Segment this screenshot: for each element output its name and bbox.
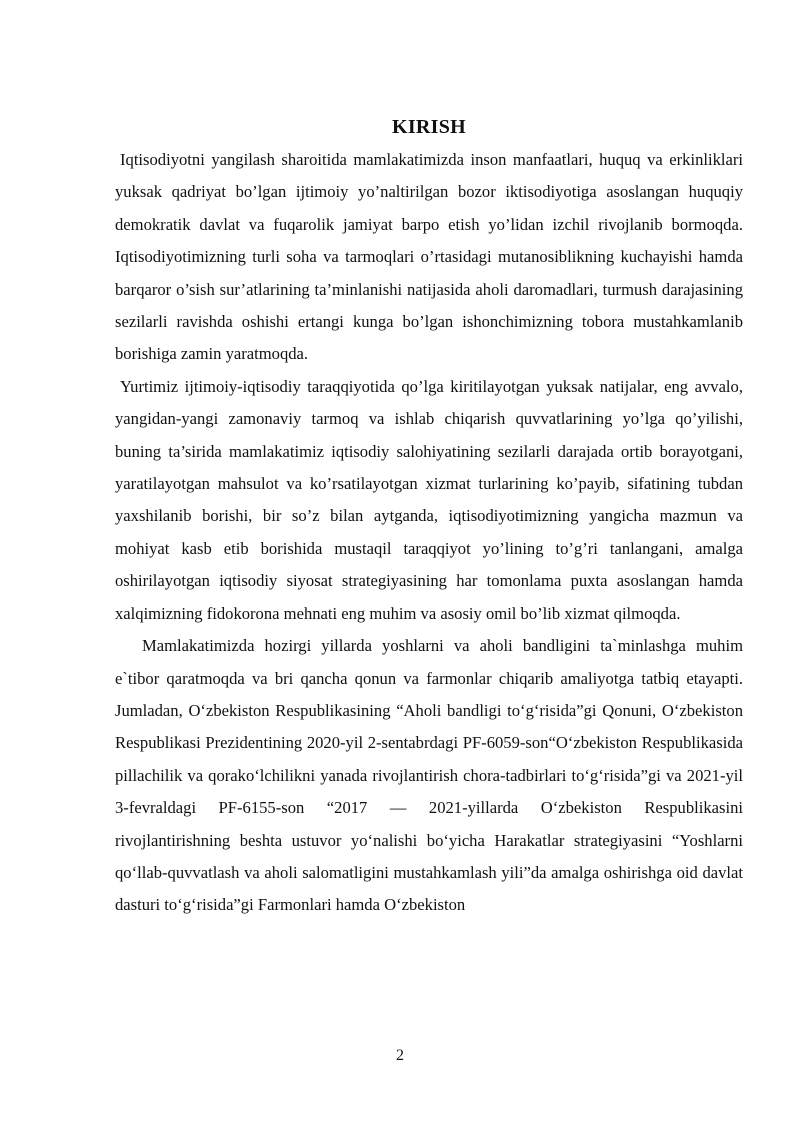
- page-number: 2: [396, 1047, 404, 1064]
- document-page: [115, 112, 743, 922]
- paragraph-2: Yurtimiz ijtimoiy-iqtisodiy taraqqiyotida qo’lga kiritilayotgan yuksak natijalar, eng avvalo, yangidan-yangi zamonaviy tarmoq va ishlab chiqarish quvvatlarining yo’lga qo’yilishi, buning ta’sirida mamlakatimiz iqtisodiy salohiyatining sezilarli darajada ortib borayotgani, yaratilayotgan mahsulot va ko’rsatilayotgan xizmat turlarining ko’payib, sifatining tubdan yaxshilanib borishi, bir so’z bilan aytganda, iqtisodiyotimizning yangicha mazmun va mohiyat kasb etib borishida mustaqil taraqqiyot yo’lining to’g’ri tanlangani, amalga oshirilayotgan iqtisodiy siyosat strategiyasining har tomonlama puxta asoslangan hamda xalqimizning fidokorona mehnati eng muhim va asosiy omil bo’lib xizmat qilmoqda.: [115, 376, 743, 623]
- paragraph-1: Iqtisodiyotni yangilash sharoitida mamlakatimizda inson manfaatlari, huquq va erkinliklari yuksak qadriyat bo’lgan ijtimoiy yo’naltirilgan bozor iktisodiyotiga asoslangan huquqiy demokratik davlat va fuqarolik jamiyat barpo etish yo’lidan izchil rivojlanib bormoqda. Iqtisodiyotimizning turli soha va tarmoqlari o’rtasidagi mutanosiblikning kuchayishi hamda barqaror o’sish sur’atlarining ta’minlanishi natijasida aholi daromadlari, turmush darajasining sezilarli ravishda oshishi ertangi kunga bo’lgan ishonchimizning tobora mustahkamlanib borishiga zamin yaratmoqda.: [115, 150, 743, 364]
- paragraph-3: Mamlakatimizda hozirgi yillarda yoshlarni va aholi bandligini ta`minlashga muhim e`tibor qaratmoqda va bri qancha qonun va farmonlar chiqarib amaliyotga tatbiq etayapti. Jumladan, O‘zbekiston Respublikasining “Aholi bandligi to‘g‘risida”gi Qonuni, O‘zbekiston Respublikasi Prezidentining 2020-yil 2-sentabrdagi PF-6059-son“O‘zbekiston Respublikasida pillachilik va qorako‘lchilikni yanada rivojlantirish chora-tadbirlari to‘g‘risida”gi va 2021-yil 3-fevraldagi PF-6155-son “2017 — 2021-yillarda O‘zbekiston Respublikasini rivojlantirishning beshta ustuvor yo‘nalishi bo‘yicha Harakatlar strategiyasini “Yoshlarni qo‘llab-quvvatlash va aholi salomatligini mustahkamlash yili”da amalga oshirishga oid davlat dasturi to‘g‘risida”gi Farmonlari hamda O‘zbekiston: [115, 636, 743, 915]
- section-title: KIRISH: [391, 116, 467, 138]
